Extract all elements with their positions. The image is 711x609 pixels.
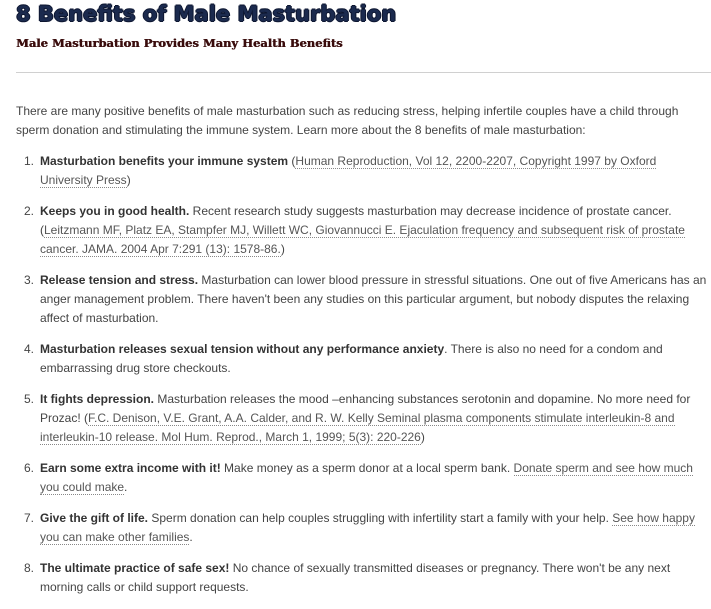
benefit-item-5 [24, 390, 711, 447]
benefit-item-3 [24, 271, 711, 328]
benefit-text: Recent research study suggests masturbation may decrease incidence of prostate cancer. ( [40, 204, 672, 237]
benefit-heading: Give the gift of life. [40, 511, 149, 525]
benefit-text-end: ) [280, 242, 285, 256]
benefit-number: 8. [24, 561, 35, 575]
benefit-item-8 [24, 559, 711, 597]
citation-link[interactable]: F.C. Denison, V.E. Grant, A.A. Calder, and R. W. Kelly Seminal plasma components stimulate interleukin-8 and interleukin-10 release. Mol Hum. Reprod., March 1, 1999; 5(3): 220-226 [40, 411, 675, 444]
benefit-text: . There is also no need for a condom and embarrassing drug store checkouts. [40, 342, 663, 375]
benefit-heading: Masturbation benefits your immune system [40, 154, 289, 168]
article-title: 8 Benefits of Male Masturbation [16, 2, 397, 26]
benefit-heading: It fights depression. [40, 392, 155, 406]
benefit-number: 5. [24, 392, 35, 406]
article-subtitle: Male Masturbation Provides Many Health Benefits [16, 36, 343, 50]
benefit-number: 3. [24, 273, 35, 287]
benefit-heading: Release tension and stress. [40, 273, 199, 287]
benefit-item-4 [24, 340, 711, 378]
citation-link[interactable]: Human Reproduction, Vol 12, 2200-2207, Copyright 1997 by Oxford University Press [40, 154, 657, 187]
donate-sperm-link[interactable]: Donate sperm and see how much you could make [40, 461, 693, 494]
benefit-item-6 [24, 459, 711, 497]
benefit-text: Sperm donation can help couples struggling with infertility start a family with your help. [148, 511, 613, 525]
benefit-number: 6. [24, 461, 35, 475]
happy-families-link[interactable]: See how happy you can make other families [40, 511, 695, 544]
benefit-text-end: ) [126, 173, 131, 187]
benefit-text: Masturbation can lower blood pressure in stressful situations. One out of five Americans has an anger management problem. There haven't been any studies on this particular argument, but nobody disputes the relaxing affect of masturbation. [40, 273, 707, 325]
header-divider [16, 72, 711, 73]
benefit-text: Make money as a sperm donor at a local sperm bank. [220, 461, 514, 475]
citation-link[interactable]: Leitzmann MF, Platz EA, Stampfer MJ, Willett WC, Giovannucci E. Ejaculation frequency and subsequent risk of prostate cancer. JAMA. 2004 Apr 7:291 (13): 1578-86. [40, 223, 685, 256]
benefit-heading: Earn some extra income with it! [40, 461, 221, 475]
benefit-number: 4. [24, 342, 35, 356]
benefit-item-1 [24, 152, 711, 190]
benefit-item-2 [24, 202, 711, 259]
benefit-number: 1. [24, 154, 35, 168]
benefit-item-7 [24, 509, 711, 547]
benefit-heading: The ultimate practice of safe sex! [40, 561, 230, 575]
benefit-heading: Keeps you in good health. [40, 204, 190, 218]
benefit-text-end: . [124, 480, 128, 494]
benefit-text-end: . [189, 530, 193, 544]
intro-paragraph: There are many positive benefits of male masturbation such as reducing stress, helping infertile couples have a child through sperm donation and stimulating the immune system. Learn more about the 8 benefits of male masturbation: [16, 104, 679, 137]
benefit-number: 7. [24, 511, 35, 525]
benefit-number: 2. [24, 204, 35, 218]
benefit-text: No chance of sexually transmitted diseases or pregnancy. There won't be any next morning calls or child support requests. [40, 561, 671, 594]
benefits-list [16, 152, 711, 609]
benefit-text: ( [288, 154, 296, 168]
benefit-heading: Masturbation releases sexual tension without any performance anxiety [40, 342, 445, 356]
benefit-text-end: ) [420, 430, 425, 444]
benefit-text: Masturbation releases the mood –enhancing substances serotonin and dopamine. No more need for Prozac! ( [40, 392, 691, 425]
